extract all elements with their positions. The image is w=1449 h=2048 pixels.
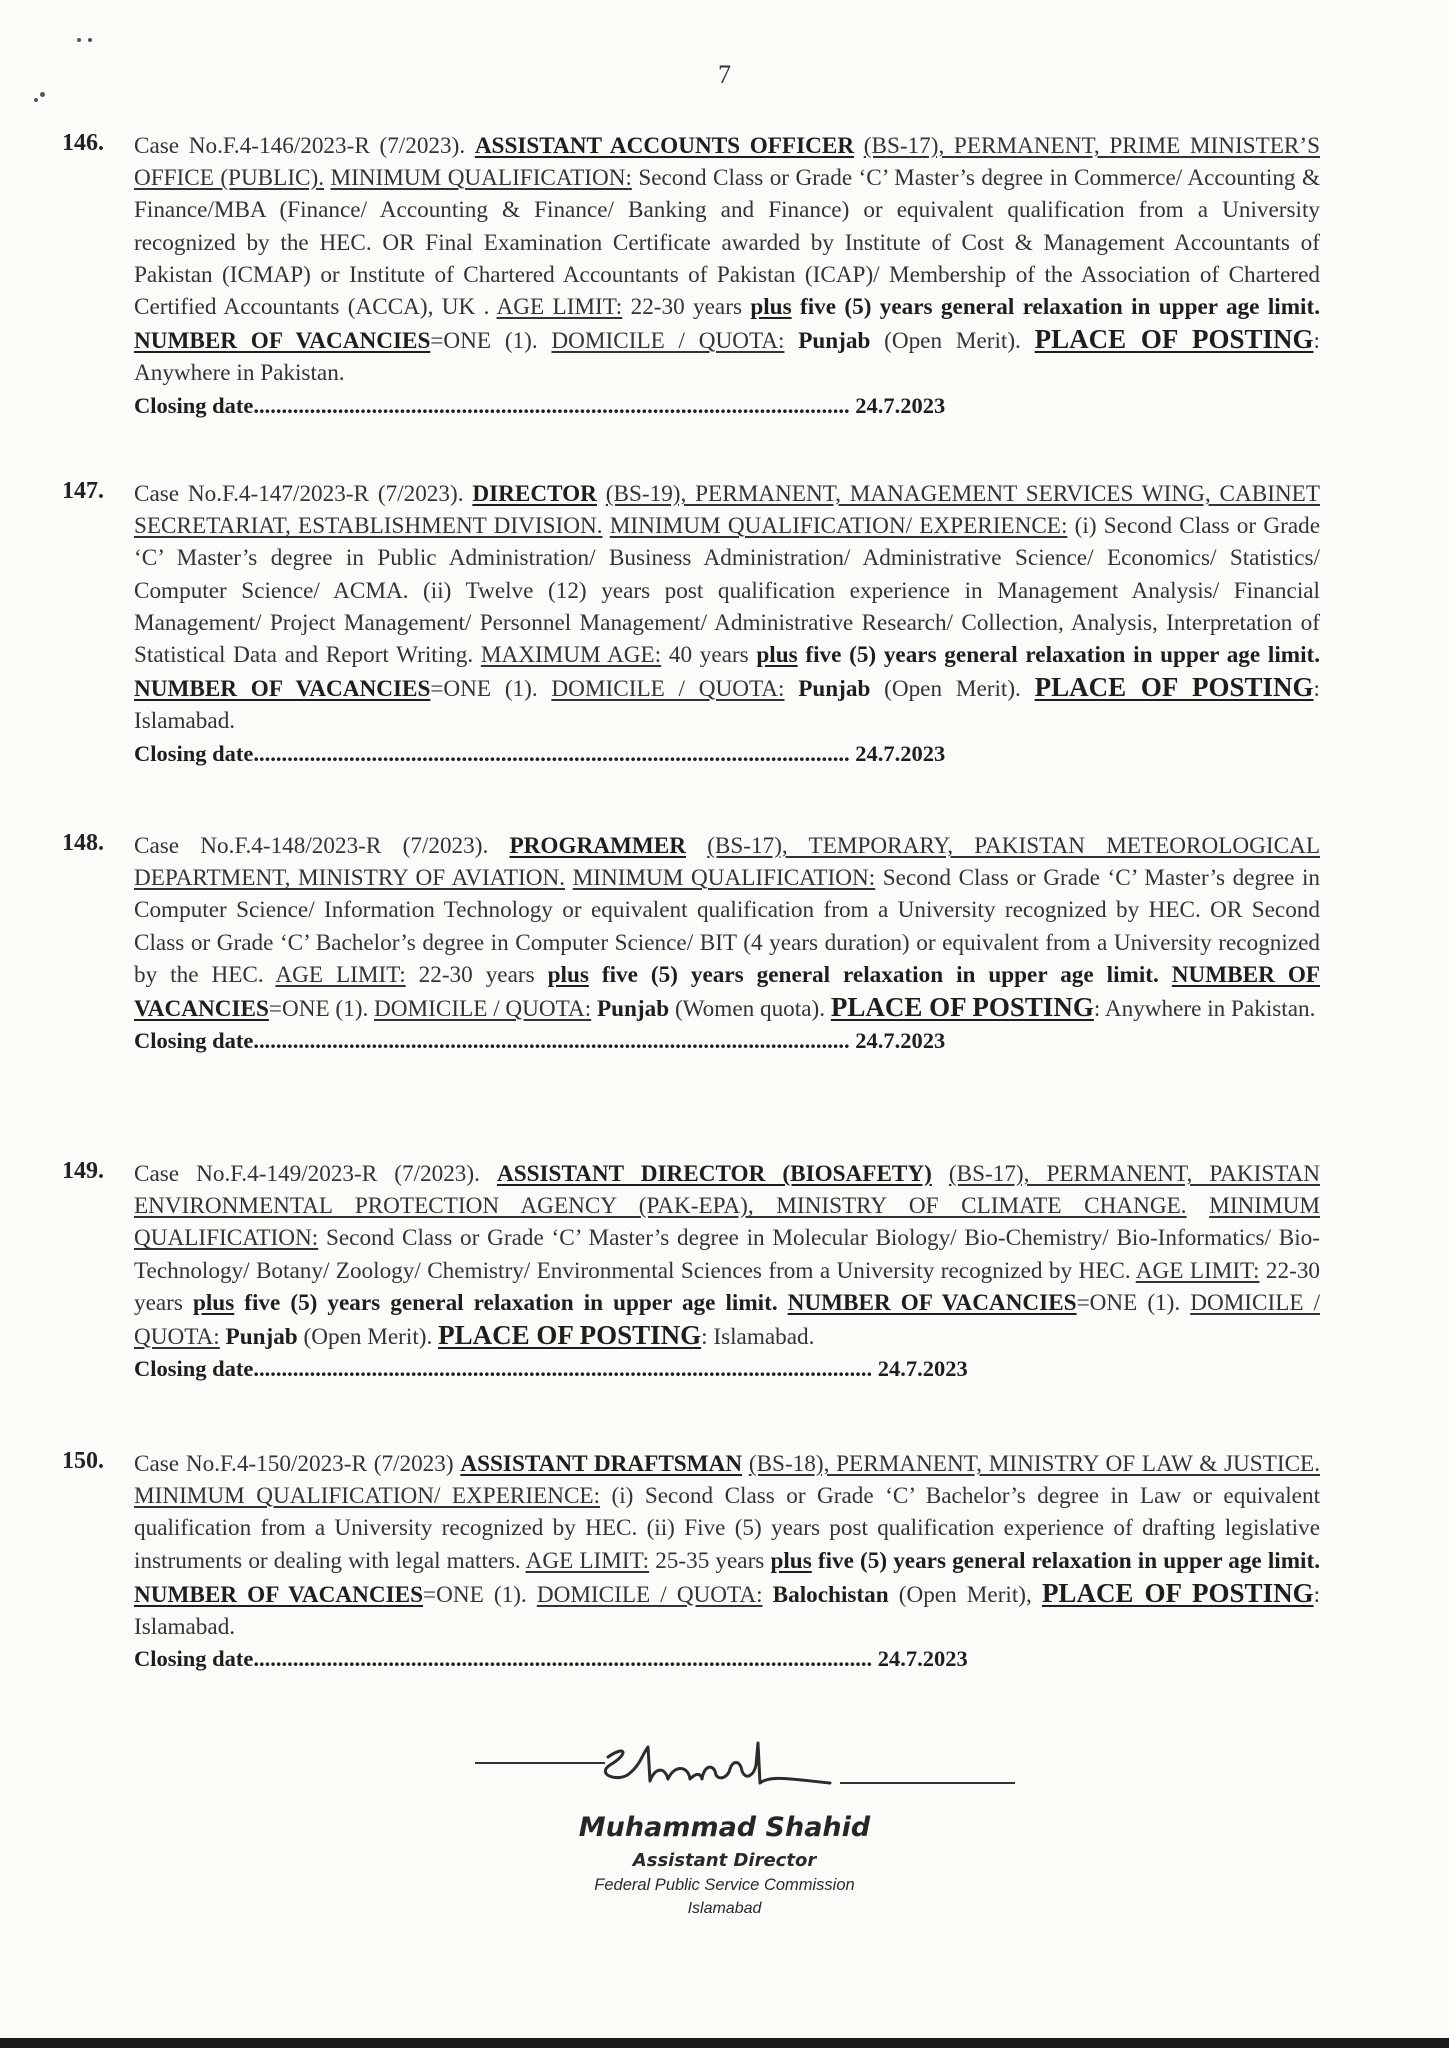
vacancy-entry (62, 1448, 1320, 1675)
entry-text (134, 1158, 1320, 1353)
closing-date-line (134, 1643, 1320, 1675)
case-number: Case No.F.4-149/2023-R (7/2023). (134, 1161, 480, 1187)
entry-text (134, 130, 1320, 390)
qualification-text: Second Class or Grade ‘C’ Master’s degree in Molecular Biology/ Bio-Chemistry/ Bio-Informatics/ Bio-Technology/ Botany/ Zoology/ Chemistry/ Environmental Sciences from a University recognized by HEC. (134, 1225, 1320, 1284)
closing-label: Closing date (134, 392, 254, 418)
age-value: 40 years (668, 642, 749, 669)
posting-label: PLACE OF POSTING (1034, 324, 1314, 355)
qualification-text: Second Class or Grade ‘C’ Master’s degree in Computer Science/ Information Technology or equivalent qualification from a University recognized by HEC. OR Second Class or Grade ‘C’ Bachelor’s degree in Computer Science/ BIT (4 years duration) or equivalent from a University recognized by the HEC. (134, 865, 1320, 988)
closing-label: Closing date (134, 740, 254, 766)
scan-speck (77, 38, 81, 42)
posting-value: : Anywhere in Pakistan. (134, 328, 1320, 387)
entry-number: 147. (62, 478, 104, 504)
closing-leader-dots: .......................................................................................................... (253, 1028, 850, 1054)
qualification-label: MINIMUM QUALIFICATION: (572, 865, 876, 892)
age-label: AGE LIMIT: (496, 294, 623, 321)
entry-number: 146. (62, 130, 104, 156)
age-label: MAXIMUM AGE: (480, 642, 662, 669)
domicile-label: DOMICILE / QUOTA: (551, 676, 785, 703)
handwritten-signature (590, 1735, 850, 1805)
closing-date-line (134, 390, 1320, 422)
signatory-city: Islamabad (687, 1900, 762, 1917)
case-number: Case No.F.4-146/2023-R (7/2023). (134, 133, 466, 159)
signatory-title: Assistant Director (632, 1850, 817, 1871)
qualification-label: MINIMUM QUALIFICATION/ EXPERIENCE: (609, 513, 1068, 540)
closing-label: Closing date (134, 1646, 254, 1672)
domicile-quota: (Open Merit). (303, 1324, 433, 1351)
entry-text (134, 830, 1320, 1025)
plus-word: plus (756, 642, 798, 669)
relaxation-text: five (5) years general relaxation in upper age limit. (244, 1289, 778, 1316)
post-title: DIRECTOR (472, 481, 597, 507)
closing-date-line (134, 1025, 1320, 1057)
entry-number: 148. (62, 830, 104, 856)
post-title: ASSISTANT DIRECTOR (BIOSAFETY) (496, 1161, 932, 1187)
vacancy-entry (62, 1158, 1320, 1385)
case-number: Case No.F.4-148/2023-R (7/2023). (134, 833, 489, 859)
posting-label: PLACE OF POSTING (438, 1320, 702, 1351)
domicile-label: DOMICILE / QUOTA: (551, 328, 785, 355)
domicile-quota: (Open Merit). (884, 676, 1021, 703)
vacancies-value: =ONE (1). (430, 328, 538, 355)
post-title: ASSISTANT DRAFTSMAN (460, 1451, 743, 1477)
posting-value: : Islamabad. (134, 676, 1320, 735)
qualification-text: (i) Second Class or Grade ‘C’ Master’s degree in Public Administration/ Business Administration/ Administrative Science/ Economics/ Statistics/ Computer Science/ ACMA. (ii) Twelve (12) years post qualification experience in Management Analysis/ Financial Management/ Project Management/ Personnel Management/ Administrative Research/ Collection, Analysis, Interpretation of Statistical Data and Report Writing. (134, 513, 1321, 669)
entry-number: 149. (62, 1158, 104, 1184)
entry-text (134, 478, 1320, 738)
domicile-region: Balochistan (772, 1581, 889, 1608)
vacancies-label: NUMBER OF VACANCIES (134, 676, 431, 703)
vacancies-label: NUMBER OF VACANCIES (787, 1289, 1077, 1316)
department: (BS-17), PERMANENT, PAKISTAN ENVIRONMENTAL PROTECTION AGENCY (PAK-EPA), MINISTRY OF CLIMATE CHANGE. (134, 1161, 1321, 1220)
domicile-label: DOMICILE / QUOTA: (536, 1581, 763, 1608)
closing-label: Closing date (134, 1356, 254, 1382)
posting-label: PLACE OF POSTING (830, 992, 1094, 1023)
vacancy-entry (62, 130, 1320, 422)
scan-speck (40, 92, 45, 97)
department: (BS-17), PERMANENT, PRIME MINISTER’S OFFICE (PUBLIC). (134, 133, 1321, 192)
vacancies-label: NUMBER OF VACANCIES (134, 1581, 424, 1608)
signatory-name: Muhammad Shahid (578, 1812, 871, 1843)
vacancies-label: NUMBER OF VACANCIES (134, 328, 431, 355)
plus-word: plus (192, 1289, 235, 1316)
vacancies-value: =ONE (1). (268, 996, 369, 1023)
qualification-label: MINIMUM QUALIFICATION: (134, 1193, 1321, 1252)
case-number: Case No.F.4-147/2023-R (7/2023). (134, 481, 464, 507)
relaxation-text: five (5) years general relaxation in upper age limit. (817, 1547, 1321, 1574)
posting-label: PLACE OF POSTING (1041, 1577, 1314, 1608)
entry-text (134, 1448, 1320, 1643)
age-value: 22-30 years (418, 961, 535, 988)
posting-value: : Anywhere in Pakistan. (1093, 996, 1316, 1023)
closing-date-line (134, 1353, 1320, 1385)
plus-word: plus (750, 294, 792, 321)
vacancy-entry (62, 830, 1320, 1057)
domicile-quota: (Women quota). (674, 996, 826, 1023)
closing-date: 24.7.2023 (877, 1356, 968, 1382)
qualification-text: Second Class or Grade ‘C’ Master’s degree in Commerce/ Accounting & Finance/MBA (Finance/ Accounting & Finance/ Banking and Finance) or equivalent qualification from a University recognized by the HEC. OR Final Examination Certificate awarded by Institute of Cost & Management Accountants of Pakistan (ICMAP) or Institute of Chartered Accountants of Pakistan (ICAP)/ Membership of the Association of Chartered Certified Accountants (ACCA), UK . (134, 165, 1320, 321)
plus-word: plus (770, 1547, 812, 1574)
case-number: Case No.F.4-150/2023-R (7/2023) (134, 1451, 454, 1477)
relaxation-text: five (5) years general relaxation in upper age limit. (805, 642, 1321, 669)
closing-label: Closing date (134, 1028, 254, 1054)
closing-leader-dots: .......................................................................................................... (253, 740, 850, 766)
plus-word: plus (547, 961, 589, 988)
closing-date: 24.7.2023 (855, 392, 946, 418)
qualification-text: (i) Second Class or Grade ‘C’ Bachelor’s degree in Law or equivalent qualification from a University recognized by HEC. (ii) Five (5) years post qualification experience of drafting legislative instruments or dealing with legal matters. (134, 1483, 1321, 1574)
age-value: 22-30 years (134, 1257, 1321, 1316)
age-value: 25-35 years (655, 1547, 765, 1574)
vacancies-value: =ONE (1). (1076, 1289, 1181, 1316)
closing-leader-dots: .............................................................................................................. (253, 1646, 873, 1672)
qualification-label: MINIMUM QUALIFICATION/ EXPERIENCE: (134, 1483, 601, 1510)
department: (BS-19), PERMANENT, MANAGEMENT SERVICES WING, CABINET SECRETARIAT, ESTABLISHMENT DIVISION. (134, 481, 1321, 540)
domicile-region: Punjab (798, 328, 871, 355)
domicile-region: Punjab (798, 676, 871, 703)
signature-stroke (840, 1782, 1015, 1784)
domicile-label: DOMICILE / QUOTA: (374, 996, 592, 1023)
signature-stroke (475, 1762, 605, 1764)
closing-leader-dots: .......................................................................................................... (253, 392, 850, 418)
vacancies-value: =ONE (1). (430, 676, 538, 703)
domicile-quota: (Open Merit), (898, 1581, 1032, 1608)
domicile-label: DOMICILE / QUOTA: (134, 1289, 1321, 1351)
scan-speck (88, 38, 92, 42)
vacancies-label: NUMBER OF VACANCIES (134, 961, 1321, 1023)
relaxation-text: five (5) years general relaxation in upper age limit. (799, 294, 1320, 321)
qualification-label: MINIMUM QUALIFICATION: (330, 165, 632, 192)
closing-date-line (134, 738, 1320, 770)
page-number: 7 (718, 60, 731, 89)
closing-date: 24.7.2023 (855, 1028, 946, 1054)
posting-value: : Islamabad. (701, 1324, 815, 1351)
domicile-quota: (Open Merit). (884, 328, 1021, 355)
scan-speck (34, 98, 38, 102)
age-label: AGE LIMIT: (525, 1547, 650, 1574)
closing-leader-dots: .............................................................................................................. (253, 1356, 873, 1382)
department: (BS-17), TEMPORARY, PAKISTAN METEOROLOGICAL DEPARTMENT, MINISTRY OF AVIATION. (134, 833, 1321, 892)
post-title: PROGRAMMER (509, 833, 686, 859)
vacancy-entry (62, 478, 1320, 770)
domicile-region: Punjab (596, 996, 670, 1023)
post-title: ASSISTANT ACCOUNTS OFFICER (474, 133, 855, 159)
relaxation-text: five (5) years general relaxation in upper age limit. (601, 961, 1159, 988)
posting-value: : Islamabad. (134, 1581, 1321, 1641)
age-label: AGE LIMIT: (1135, 1257, 1260, 1284)
age-value: 22-30 years (630, 294, 742, 321)
vacancies-value: =ONE (1). (423, 1581, 527, 1608)
closing-date: 24.7.2023 (855, 740, 946, 766)
age-label: AGE LIMIT: (275, 961, 406, 988)
entry-number: 150. (62, 1448, 104, 1474)
signatory-organization: Federal Public Service Commission (594, 1876, 855, 1894)
department: (BS-18), PERMANENT, MINISTRY OF LAW & JUSTICE. (748, 1451, 1321, 1477)
posting-label: PLACE OF POSTING (1034, 672, 1314, 703)
closing-date: 24.7.2023 (877, 1646, 968, 1672)
domicile-region: Punjab (225, 1324, 298, 1351)
scan-edge (0, 2038, 1449, 2048)
